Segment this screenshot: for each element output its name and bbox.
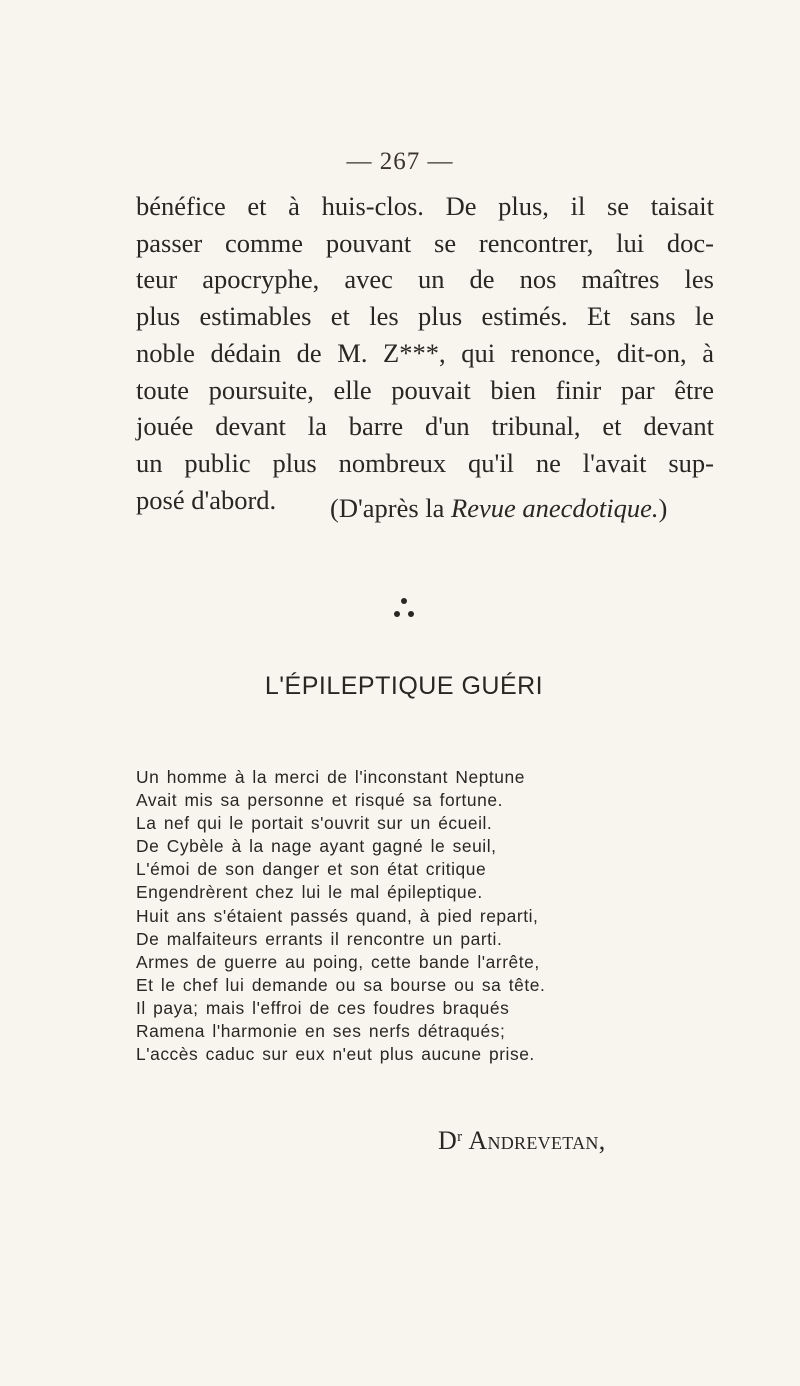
prose-line: plus estimables et les plus estimés. Et sans le xyxy=(136,301,714,332)
poem-verse: Et le chef lui demande ou sa bourse ou sa tête. xyxy=(136,974,546,995)
prose-line: passer comme pouvant se rencontrer, lui doc- xyxy=(136,227,714,258)
poem-verse: De Cybèle à la nage ayant gagné le seuil, xyxy=(136,836,497,857)
poem-verse: Un homme à la merci de l'inconstant Neptune xyxy=(136,767,525,787)
poem-verse: Huit ans s'étaient passés quand, à pied reparti, xyxy=(136,905,539,926)
poem-body xyxy=(136,766,736,1066)
author-signature xyxy=(438,1126,606,1156)
prose-line: jouée devant la barre d'un tribunal, et devant xyxy=(136,411,714,442)
poem-verse: Engendrèrent chez lui le mal épileptique. xyxy=(136,882,483,903)
source-prefix: (D'après la xyxy=(330,493,452,523)
prose-line: un public plus nombreux qu'il ne l'avait sup- xyxy=(136,447,714,478)
prose-line: noble dédain de M. Z***, qui renonce, dit-on, à xyxy=(136,337,714,368)
prose-line: teur apocryphe, avec un de nos maîtres les xyxy=(136,264,714,295)
asterism-dot xyxy=(408,611,414,617)
source-suffix: ) xyxy=(658,493,668,523)
signature-name: Andrevetan, xyxy=(468,1126,606,1155)
poem-verse: L'émoi de son danger et son état critique xyxy=(136,859,487,880)
prose-line: bénéfice et à huis-clos. De plus, il se taisait xyxy=(136,191,714,221)
page-number: — 267 — xyxy=(346,148,454,175)
source-work: Revue anecdotique. xyxy=(451,493,659,523)
signature-title: D xyxy=(438,1126,458,1155)
source-citation xyxy=(330,493,667,524)
prose-line: toute poursuite, elle pouvait bien finir par être xyxy=(136,374,714,405)
prose-line: posé d'abord. xyxy=(136,484,277,515)
poem-verse: L'accès caduc sur eux n'eut plus aucune prise. xyxy=(136,1044,535,1065)
asterism-dot xyxy=(401,598,407,604)
poem-verse: La nef qui le portait s'ouvrit sur un écueil. xyxy=(136,813,493,834)
poem-verse: Ramena l'harmonie en ses nerfs détraqués; xyxy=(136,1021,506,1042)
poem-verse: Armes de guerre au poing, cette bande l'arrête, xyxy=(136,951,540,972)
signature-title-sup: r xyxy=(457,1129,463,1146)
prose-paragraph xyxy=(136,188,714,518)
poem-title: L'ÉPILEPTIQUE GUÉRI xyxy=(264,672,544,700)
asterism-dot xyxy=(394,611,400,617)
poem-verse: Il paya; mais l'effroi de ces foudres braqués xyxy=(136,997,510,1018)
poem-verse: De malfaiteurs errants il rencontre un parti. xyxy=(136,928,503,949)
asterism-ornament xyxy=(394,598,414,620)
poem-verse: Avait mis sa personne et risqué sa fortune. xyxy=(136,790,503,811)
